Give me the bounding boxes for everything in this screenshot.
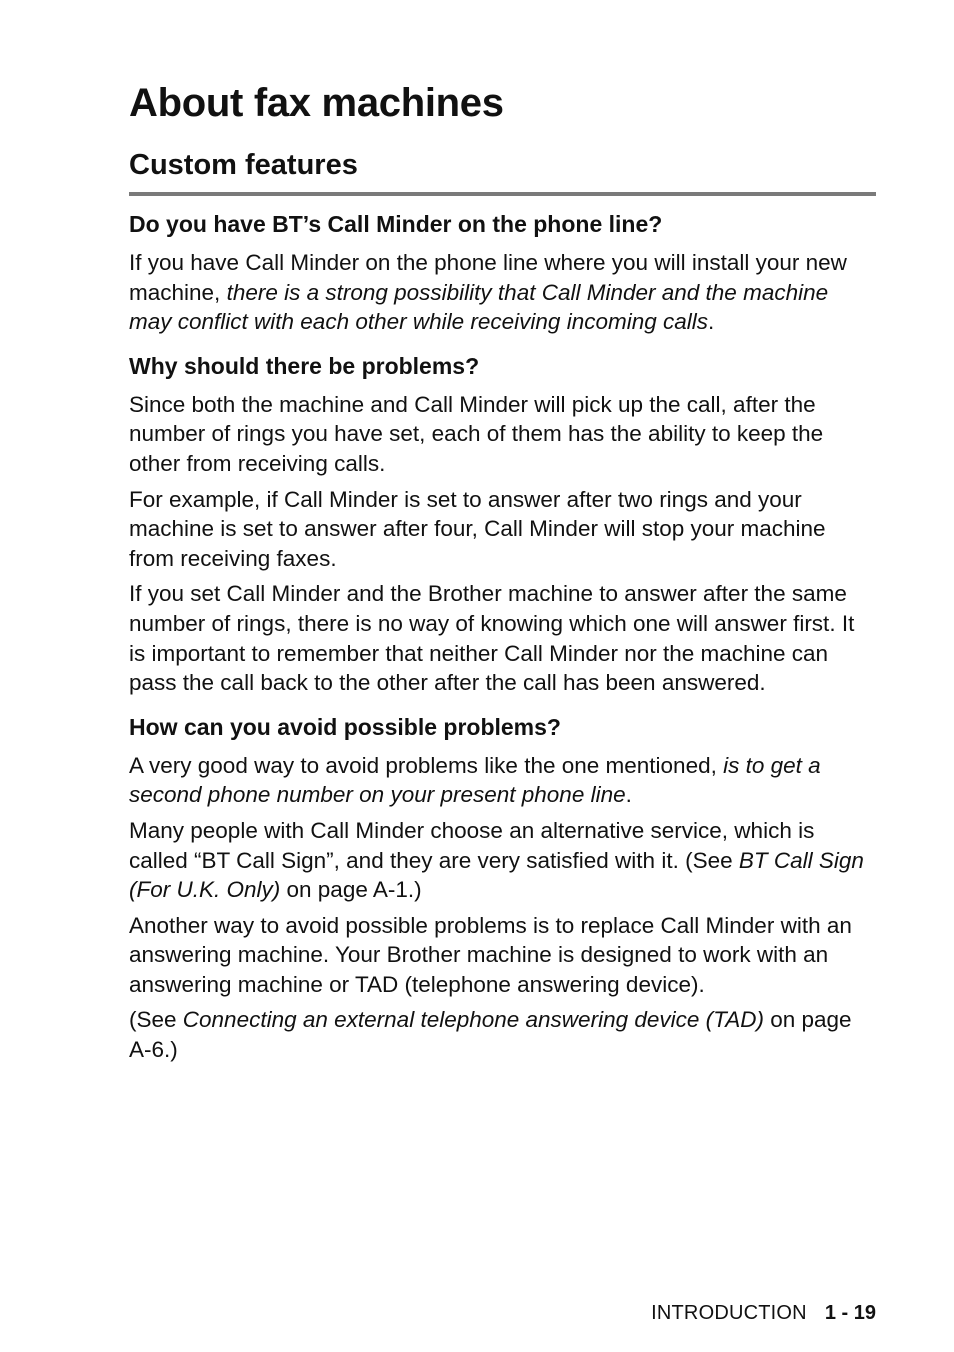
heading-avoid-problems: How can you avoid possible problems?: [129, 713, 561, 740]
text-run: Many people with Call Minder choose an alternative service, which is called “BT Call Sign”, and they are very satisfied with it. (See: [129, 817, 815, 873]
text-run: If you have Call Minder on the phone line where you will install your new machine,: [129, 250, 847, 305]
page-footer: [651, 1299, 876, 1327]
emphasis-text: is to get a second phone number on your present phone line: [129, 752, 821, 808]
paragraph-bt-call-sign: [129, 816, 876, 905]
cross-reference-bt-call-sign: BT Call Sign (For U.K. Only): [129, 847, 864, 903]
footer-section-name: INTRODUCTION: [651, 1302, 807, 1324]
paragraph-both-pick-up: Since both the machine and Call Minder will pick up the call, after the number of rings you have set, each of them has the ability to keep the other from receiving calls.: [129, 391, 824, 476]
paragraph-second-number: [129, 751, 876, 810]
paragraph-same-rings: If you set Call Minder and the Brother machine to answer after the same number of rings, there is no way of knowing which one will answer first. It is important to remember that neither Call Minder nor the machine can pass the call back to the other after the call has been answered.: [129, 581, 855, 696]
text-run: on page A-1.): [280, 877, 422, 903]
document-page: [129, 76, 876, 1065]
text-run: A very good way to avoid problems like the one mentioned,: [129, 752, 724, 778]
footer-page-number: 1 - 19: [824, 1302, 876, 1324]
heading-why-problems: Why should there be problems?: [129, 352, 480, 379]
heading-call-minder: Do you have BT’s Call Minder on the phone line?: [129, 211, 663, 237]
page-title: About fax machines: [129, 81, 504, 125]
text-run: (See: [129, 1007, 183, 1033]
paragraph-call-minder-conflict: [129, 248, 876, 337]
paragraph-answering-machine: Another way to avoid possible problems is to replace Call Minder with an answering machine. Your Brother machine is designed to work with an answering machine or TAD (telephone answering device).: [129, 912, 852, 997]
section-title: Custom features: [129, 145, 876, 196]
cross-reference-tad: Connecting an external telephone answering device (TAD): [182, 1007, 764, 1033]
paragraph-see-tad: [129, 1005, 876, 1064]
emphasis-text: there is a strong possibility that Call Minder and the machine may conflict with each other while receiving incoming calls: [129, 279, 829, 335]
text-run: .: [625, 782, 632, 808]
paragraph-example: For example, if Call Minder is set to answer after two rings and your machine is set to answer after four, Call Minder will stop your machine from receiving faxes.: [129, 486, 826, 571]
text-run: on page A-6.): [129, 1007, 852, 1063]
text-run: .: [708, 309, 715, 335]
